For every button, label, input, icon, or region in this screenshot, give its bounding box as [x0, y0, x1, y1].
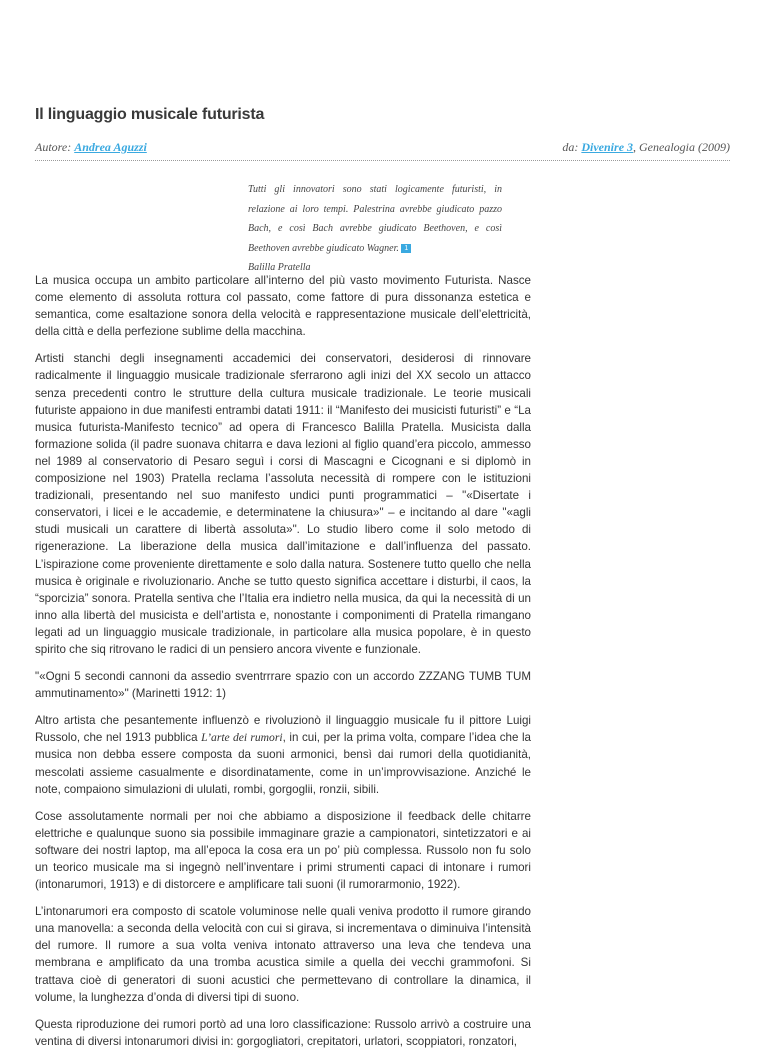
- source-label: da:: [562, 140, 579, 154]
- epigraph-author: Balilla Pratella: [248, 262, 311, 273]
- dotted-divider: [35, 160, 730, 161]
- source-link[interactable]: Divenire 3: [581, 140, 634, 154]
- article-meta: [35, 140, 730, 155]
- epigraph: [248, 180, 502, 278]
- paragraph-2: Artisti stanchi degli insegnamenti accademici dei conservatori, desiderosi di rinnovare radicalmente il linguaggio musicale tradizionale sferrarono agli inizi del XX secolo un attacco senza precedenti contro le strutture della cultura musicale tradizionale. Le teorie musicali futuriste appaiono in due manifesti entrambi datati 1911: il “Manifesto dei musicisti futuristi” e “La musica futurista-Manifesto tecnico” ad opera di Francesco Balilla Pratella. Musicista dalla formazione solida (il padre suonava chitarra e dava lezioni al figlio quand’era piccolo, ammesso nel 1989 al conservatorio di Pesaro seguì i corsi di Mascagni e Cicognani e si diplomò in composizione nel 1903) Pratella reclama l’assoluta necessità di rompere con le istituzioni tradizionali, presentando nel suo manifesto undici punti programmatici – "«Disertate i conservatori, i licei e le accademie, e determinatene la chiusura»" – e incitando al dare "«agli studi musicali un carattere di libertà assoluta»". Lo studio libero come il solo metodo di rigenerazione. La liberazione della musica dall’imitazione e dall’influenza del passato. L’ispirazione come proveniente direttamente e solo dalla natura. Sostenere tutto quello che nella musica è originale e rivoluzionario. Anche se tutto questo significa accettare i disturbi, il caos, la “sporcizia” sonora. Pratella sentiva che l’Italia era indietro nella musica, da qui la necessità di un inno alla libertà del musicista e dell’artista e, nonostante i componimenti di Pratella rimangano legati ad un linguaggio musicale tradizionale, in particolare alla musica popolare, è in questo spirito che siq ritrovano le radici di un pensiero ancora vivente e funzionale.: [35, 352, 531, 656]
- paragraph-1: La musica occupa un ambito particolare all’interno del più vasto movimento Futurista. Nasce come elemento di assoluta rottura col passato, come fattore di pura dissonanza estetica e semantica, come esaltazione sonora della velocità e rappresentazione musicale dell’elettricità, della città e della perfezione sublime della macchina.: [35, 274, 531, 339]
- source-rest: , Genealogia (2009): [633, 140, 730, 154]
- paragraph-5: Cose assolutamente normali per noi che abbiamo a disposizione il feedback delle chitarre elettriche e qualunque suono sia possibile immaginare grazie a campionatori, sintetizzatori e ai software dei nostri laptop, ma all’epoca la cosa era un po’ più complessa. Russolo non fu solo un teorico musicale ma si ingegnò nell’inventare i primi strumenti capaci di intonare i rumori (intonarumori, 1913) e di distorcere e amplificare tali suoni (il rumorarmonio, 1922).: [35, 809, 531, 892]
- paragraph-4: [35, 712, 531, 797]
- book-title: L’arte dei rumori: [201, 731, 283, 745]
- source-info: [562, 140, 730, 155]
- author-label: Autore:: [35, 140, 72, 154]
- article-title: Il linguaggio musicale futurista: [35, 106, 265, 123]
- paragraph-4-end: , in cui, per la prima volta, compare l’idea che la musica non debba essere composta da suoni armonici, bensì dai rumori della quotidianità, mescolati assieme casualmente e disordinatamente, come in un’improvvisazione. Anziché le note, compaiono simulazioni di ululati, rombi, gorgoglii, ronzii, sibili.: [35, 731, 531, 796]
- paragraph-3: "«Ogni 5 secondi cannoni da assedio sventrrrare spazio con un accordo ZZZANG TUMB TUM ammutinamento»" (Marinetti 1912: 1): [35, 670, 531, 701]
- author-link[interactable]: Andrea Aguzzi: [74, 140, 147, 154]
- paragraph-7: Questa riproduzione dei rumori portò ad una loro classificazione: Russolo arrivò a costruire una ventina di diversi intonarumori divisi in: gorgogliatori, crepitatori, urlatori, scoppiatori, ronzatori,: [35, 1017, 531, 1048]
- paragraph-4-start: Altro artista che pesantemente influenzò e rivoluzionò il linguaggio musicale fu il pittore Luigi Russolo, che nel 1913 pubblica: [35, 714, 531, 745]
- paragraph-6: L’intonarumori era composto di scatole voluminose nelle quali veniva prodotto il rumore girando una manovella: a seconda della velocità con cui si girava, si incrementava o diminuiva l’intensità del rumore. Il rumore a sua volta veniva intonato attraverso una leva che tendeva una membrana e amplificato da una tromba acustica simile a quella dei vecchi grammofoni. Si trattava cioè di generatori di suoni acustici che permettevano di controllare la dinamica, il volume, la lunghezza d’onda di diversi tipi di suono.: [35, 905, 531, 1004]
- footnote-link[interactable]: 1: [401, 244, 411, 253]
- epigraph-text: Tutti gli innovatori sono stati logicamente futuristi, in relazione ai loro tempi. Palestrina avrebbe giudicato pazzo Bach, e così Bach avrebbe giudicato Beethoven, e così Beethoven avrebbe giudicato Wagner.: [248, 184, 502, 254]
- article-body: [35, 272, 531, 1060]
